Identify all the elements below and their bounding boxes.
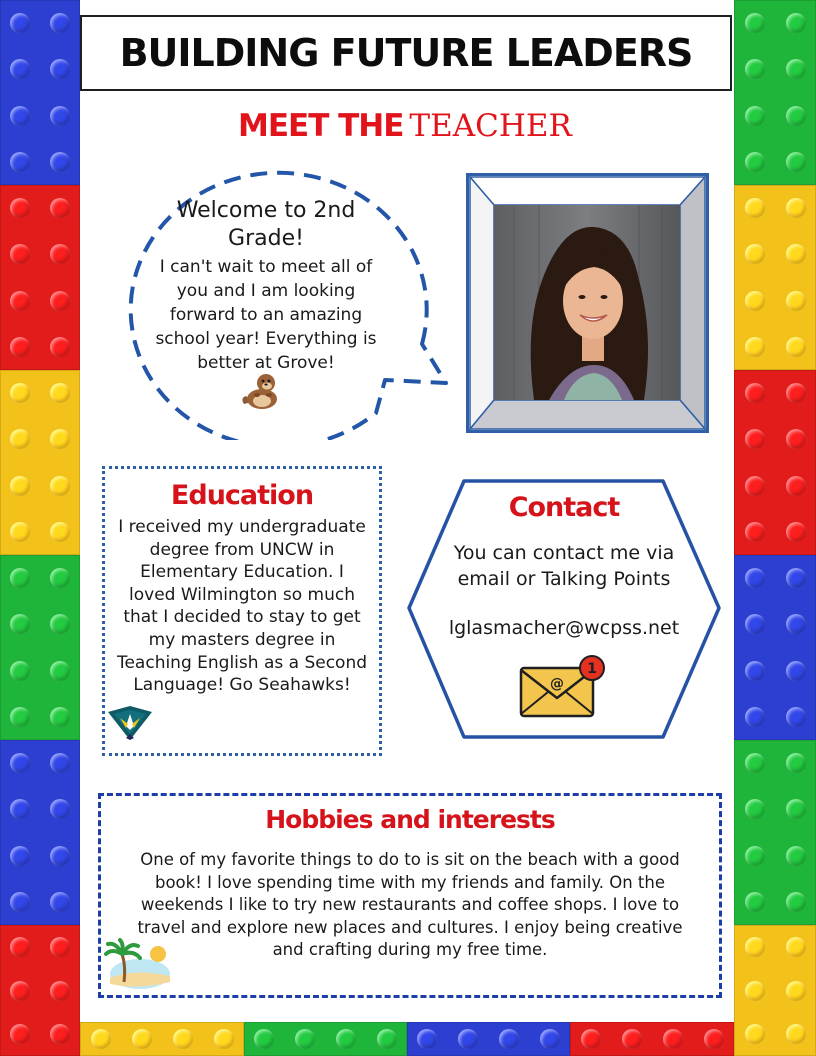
welcome-heading: Welcome to 2nd Grade! bbox=[176, 198, 356, 251]
hobbies-heading: Hobbies and interests bbox=[265, 805, 555, 834]
lego-brick bbox=[244, 1022, 407, 1056]
welcome-message bbox=[146, 197, 386, 375]
teacher-text: TEACHER bbox=[409, 108, 572, 144]
welcome-body: I can't wait to meet all of you and I am looking forward to an amazing school year! Everything is better at Grove! bbox=[155, 257, 377, 373]
email-envelope-icon bbox=[518, 654, 610, 720]
lego-brick bbox=[734, 0, 816, 185]
lego-brick bbox=[734, 740, 816, 925]
lego-brick bbox=[734, 555, 816, 740]
lego-brick bbox=[570, 1022, 734, 1056]
notification-badge: 1 bbox=[587, 661, 597, 677]
lego-brick bbox=[734, 370, 816, 555]
education-heading: Education bbox=[170, 480, 314, 511]
meet-the-teacher-heading bbox=[238, 108, 578, 156]
lego-brick bbox=[0, 925, 80, 1056]
lego-brick bbox=[80, 1022, 244, 1056]
page-title: BUILDING FUTURE LEADERS bbox=[119, 31, 693, 75]
lego-brick bbox=[0, 740, 80, 925]
beach-palm-icon bbox=[104, 938, 172, 990]
lego-brick bbox=[0, 370, 80, 555]
meet-the-text: MEET THE bbox=[238, 108, 404, 144]
otter-icon bbox=[238, 368, 286, 416]
svg-text:@: @ bbox=[550, 676, 564, 692]
lego-brick bbox=[734, 925, 816, 1056]
title-banner bbox=[80, 15, 732, 91]
teacher-photo bbox=[494, 205, 680, 400]
contact-email: lglasmacher@wcpss.net bbox=[448, 617, 680, 639]
contact-heading: Contact bbox=[508, 492, 620, 523]
lego-brick bbox=[407, 1022, 570, 1056]
lego-brick bbox=[0, 185, 80, 370]
education-body: I received my undergraduate degree from UNCW in Elementary Education. I loved Wilmington so much that I decided to stay to get my masters degree in Teaching English as a Second Language! Go Seahawks! bbox=[116, 517, 368, 696]
seahawk-logo-icon bbox=[106, 704, 154, 742]
lego-brick bbox=[734, 185, 816, 370]
contact-body: You can contact me via email or Talking Points bbox=[453, 542, 675, 590]
lego-brick bbox=[0, 555, 80, 740]
hobbies-body: One of my favorite things to do to is sit on the beach with a good book! I love spending time with my friends and family. On the weekends I like to try new restaurants and coffee shops. I love to travel and explore new places and cultures. I enjoy being creative and crafting during my free time. bbox=[137, 850, 683, 960]
lego-brick bbox=[0, 0, 80, 185]
